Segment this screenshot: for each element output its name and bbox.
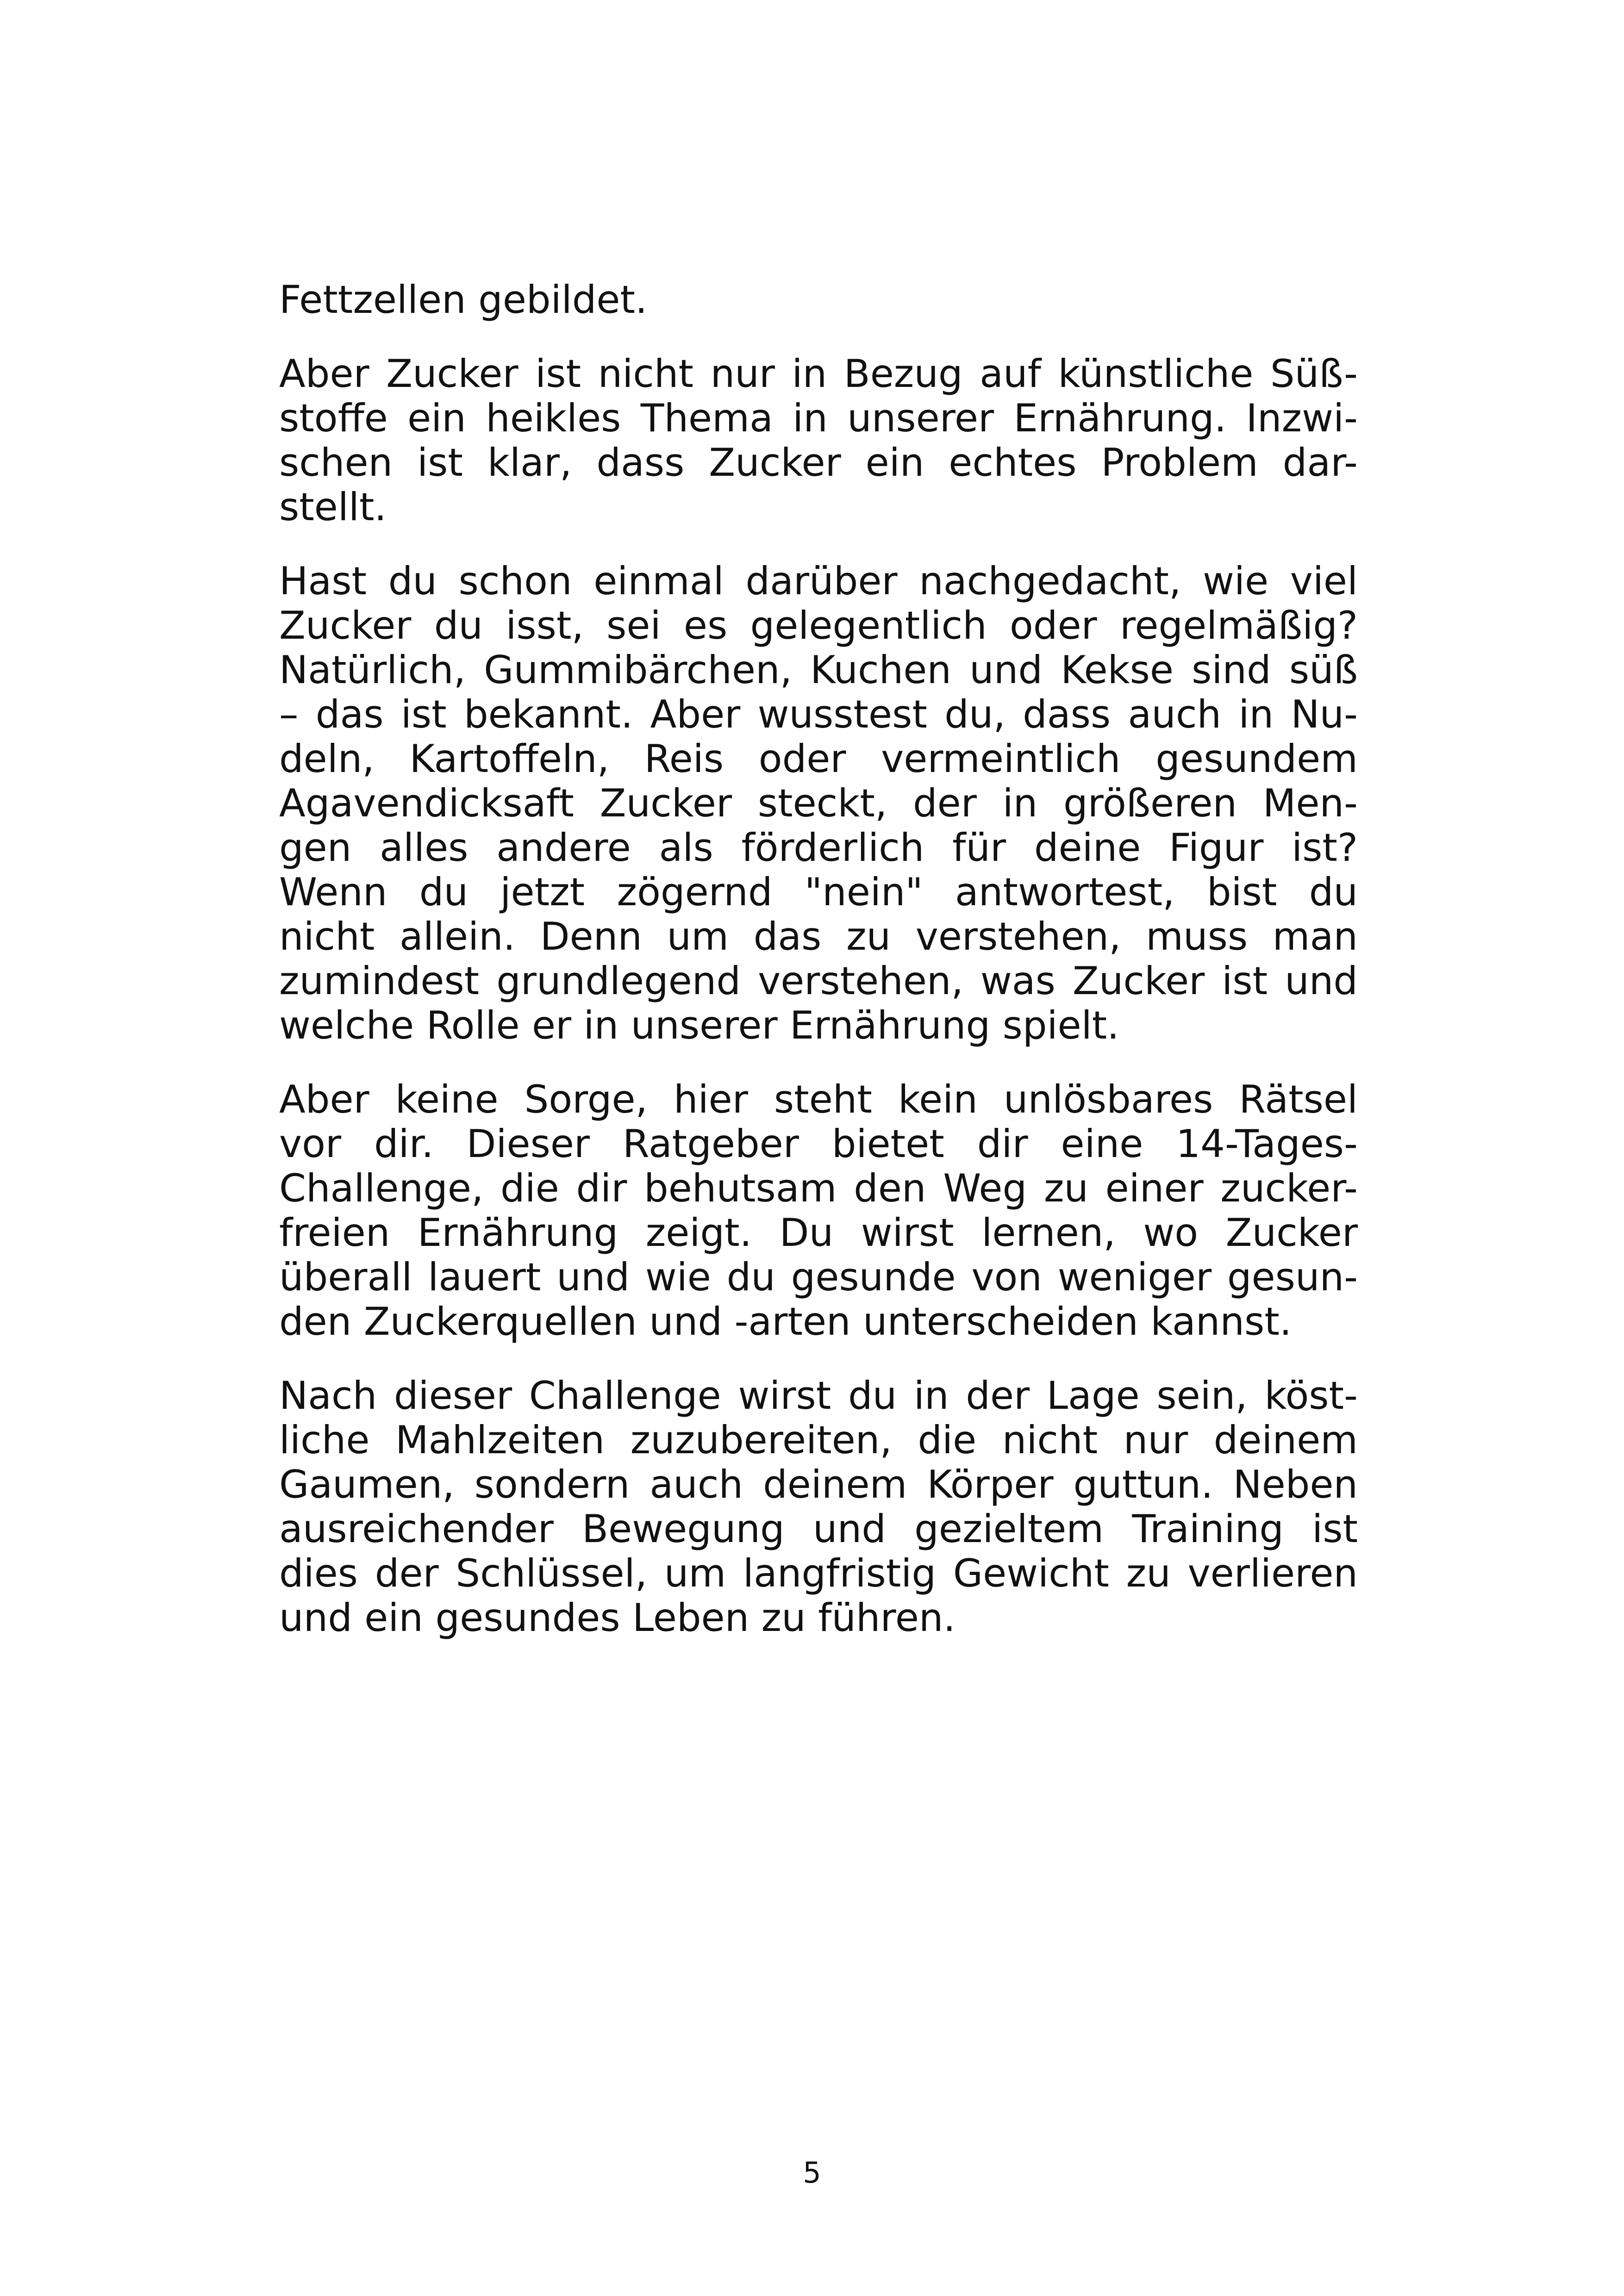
text-line: Wenn du jetzt zögernd "nein" antwortest, bist du bbox=[279, 870, 1358, 915]
paragraph-5 bbox=[279, 1374, 1358, 1640]
text-line: überall lauert und wie du gesunde von weniger gesun- bbox=[279, 1255, 1358, 1300]
text-line: gen alles andere als förderlich für deine Figur ist? bbox=[279, 825, 1358, 870]
text-line: Zucker du isst, sei es gelegentlich oder regelmäßig? bbox=[279, 603, 1358, 648]
text-line: liche Mahlzeiten zuzubereiten, die nicht nur deinem bbox=[279, 1418, 1358, 1462]
text-line: stoffe ein heikles Thema in unserer Ernährung. Inzwi- bbox=[279, 396, 1358, 441]
text-line: Aber Zucker ist nicht nur in Bezug auf künstliche Süß- bbox=[279, 351, 1358, 396]
text-line: schen ist klar, dass Zucker ein echtes Problem dar- bbox=[279, 440, 1358, 485]
text-line: zumindest grundlegend verstehen, was Zucker ist und bbox=[279, 958, 1358, 1003]
text-line: den Zuckerquellen und -arten unterscheiden kannst. bbox=[279, 1299, 1292, 1344]
text-line: vor dir. Dieser Ratgeber bietet dir eine 14-Tages- bbox=[279, 1121, 1358, 1166]
text-line: nicht allein. Denn um das zu verstehen, muss man bbox=[279, 914, 1358, 959]
text-line: Agavendicksaft Zucker steckt, der in größeren Men- bbox=[279, 781, 1358, 826]
paragraph-3 bbox=[279, 559, 1358, 1048]
text-line: dies der Schlüssel, um langfristig Gewicht zu verlieren bbox=[279, 1551, 1358, 1596]
text-line: Aber keine Sorge, hier steht kein unlösbares Rätsel bbox=[279, 1077, 1358, 1122]
paragraph-2 bbox=[279, 352, 1358, 529]
text-line: ausreichender Bewegung und gezieltem Training ist bbox=[279, 1506, 1358, 1551]
text-line: Challenge, die dir behutsam den Weg zu einer zucker- bbox=[279, 1166, 1358, 1211]
text-line: freien Ernährung zeigt. Du wirst lernen, wo Zucker bbox=[279, 1210, 1358, 1255]
text-line: – das ist bekannt. Aber wusstest du, dass auch in Nu- bbox=[279, 692, 1358, 737]
paragraph-4 bbox=[279, 1077, 1358, 1344]
text-line: welche Rolle er in unserer Ernährung spielt. bbox=[279, 1003, 1119, 1048]
text-line: und ein gesundes Leben zu führen. bbox=[279, 1595, 956, 1640]
text-line: Fettzellen gebildet. bbox=[279, 277, 648, 322]
text-line: Gaumen, sondern auch deinem Körper guttun. Neben bbox=[279, 1462, 1358, 1507]
paragraph-1 bbox=[279, 278, 1358, 322]
text-line: Hast du schon einmal darüber nachgedacht, wie viel bbox=[279, 559, 1358, 604]
page-number: 5 bbox=[803, 2156, 821, 2190]
body-text bbox=[279, 278, 1358, 1670]
text-line: Natürlich, Gummibärchen, Kuchen und Kekse sind süß bbox=[279, 647, 1358, 692]
text-line: stellt. bbox=[279, 485, 387, 529]
text-line: deln, Kartoffeln, Reis oder vermeintlich gesundem bbox=[279, 736, 1358, 781]
text-line: Nach dieser Challenge wirst du in der Lage sein, köst- bbox=[279, 1373, 1358, 1418]
